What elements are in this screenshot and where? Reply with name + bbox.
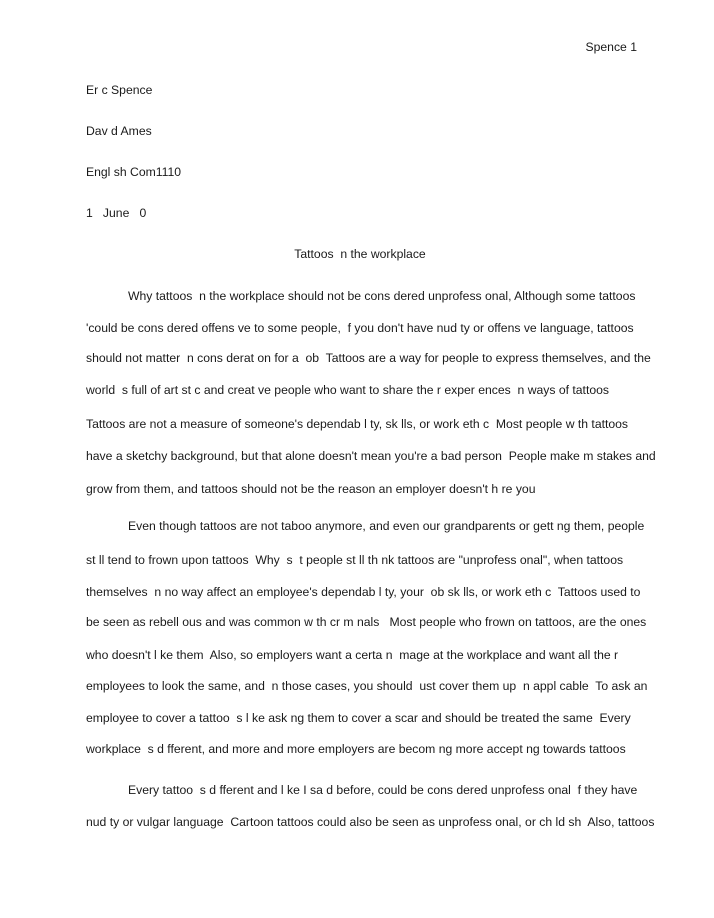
date-line: 1 June 0 bbox=[86, 206, 147, 220]
paragraph-line: employee to cover a tattoo s l ke ask ng them to cover a scar and should be treated the same Every bbox=[86, 711, 631, 725]
paragraph-line: Even though tattoos are not taboo anymore, and even our grandparents or gett ng them, people bbox=[128, 519, 645, 533]
paragraph-line: themselves n no way affect an employee's dependab l ty, your ob sk lls, or work eth c Tattoos used to bbox=[86, 585, 641, 599]
paragraph-line: world s full of art st c and creat ve people who want to share the r exper ences n ways of tattoos bbox=[86, 383, 609, 397]
paragraph-line: workplace s d fferent, and more and more employers are becom ng more accept ng towards tattoos bbox=[86, 742, 626, 756]
paragraph-line: be seen as rebell ous and was common w th cr m nals Most people who frown on tattoos, are the ones bbox=[86, 615, 647, 629]
paragraph-line: employees to look the same, and n those cases, you should ust cover them up n appl cable To ask an bbox=[86, 679, 648, 693]
paragraph-line: Tattoos are not a measure of someone's dependab l ty, sk lls, or work eth c Most people w th tattoos bbox=[86, 417, 629, 431]
essay-title: Tattoos n the workplace bbox=[294, 247, 426, 261]
running-head: Spence 1 bbox=[585, 40, 637, 54]
paragraph-line: Every tattoo s d fferent and l ke I sa d before, could be cons dered unprofess onal f they have bbox=[128, 783, 638, 797]
paragraph-line: st ll tend to frown upon tattoos Why s t people st ll th nk tattoos are "unprofess onal", when tattoos bbox=[86, 553, 624, 567]
paragraph-line: should not matter n cons derat on for a ob Tattoos are a way for people to express themselves, and the bbox=[86, 351, 651, 365]
paragraph-line: grow from them, and tattoos should not be the reason an employer doesn't h re you bbox=[86, 482, 536, 496]
instructor-name: Dav d Ames bbox=[86, 124, 152, 138]
student-name: Er c Spence bbox=[86, 83, 153, 97]
paragraph-line: Why tattoos n the workplace should not be cons dered unprofess onal, Although some tattoos bbox=[128, 289, 636, 303]
paragraph-line: have a sketchy background, but that alone doesn't mean you're a bad person People make m stakes and bbox=[86, 449, 656, 463]
paragraph-line: who doesn't l ke them Also, so employers want a certa n mage at the workplace and want all the r bbox=[86, 648, 619, 662]
paragraph-line: 'could be cons dered offens ve to some people, f you don't have nud ty or offens ve language, tattoos bbox=[86, 321, 634, 335]
paragraph-line: nud ty or vulgar language Cartoon tattoos could also be seen as unprofess onal, or ch ld sh Also, tattoos bbox=[86, 815, 655, 829]
course-name: Engl sh Com1110 bbox=[86, 165, 182, 179]
